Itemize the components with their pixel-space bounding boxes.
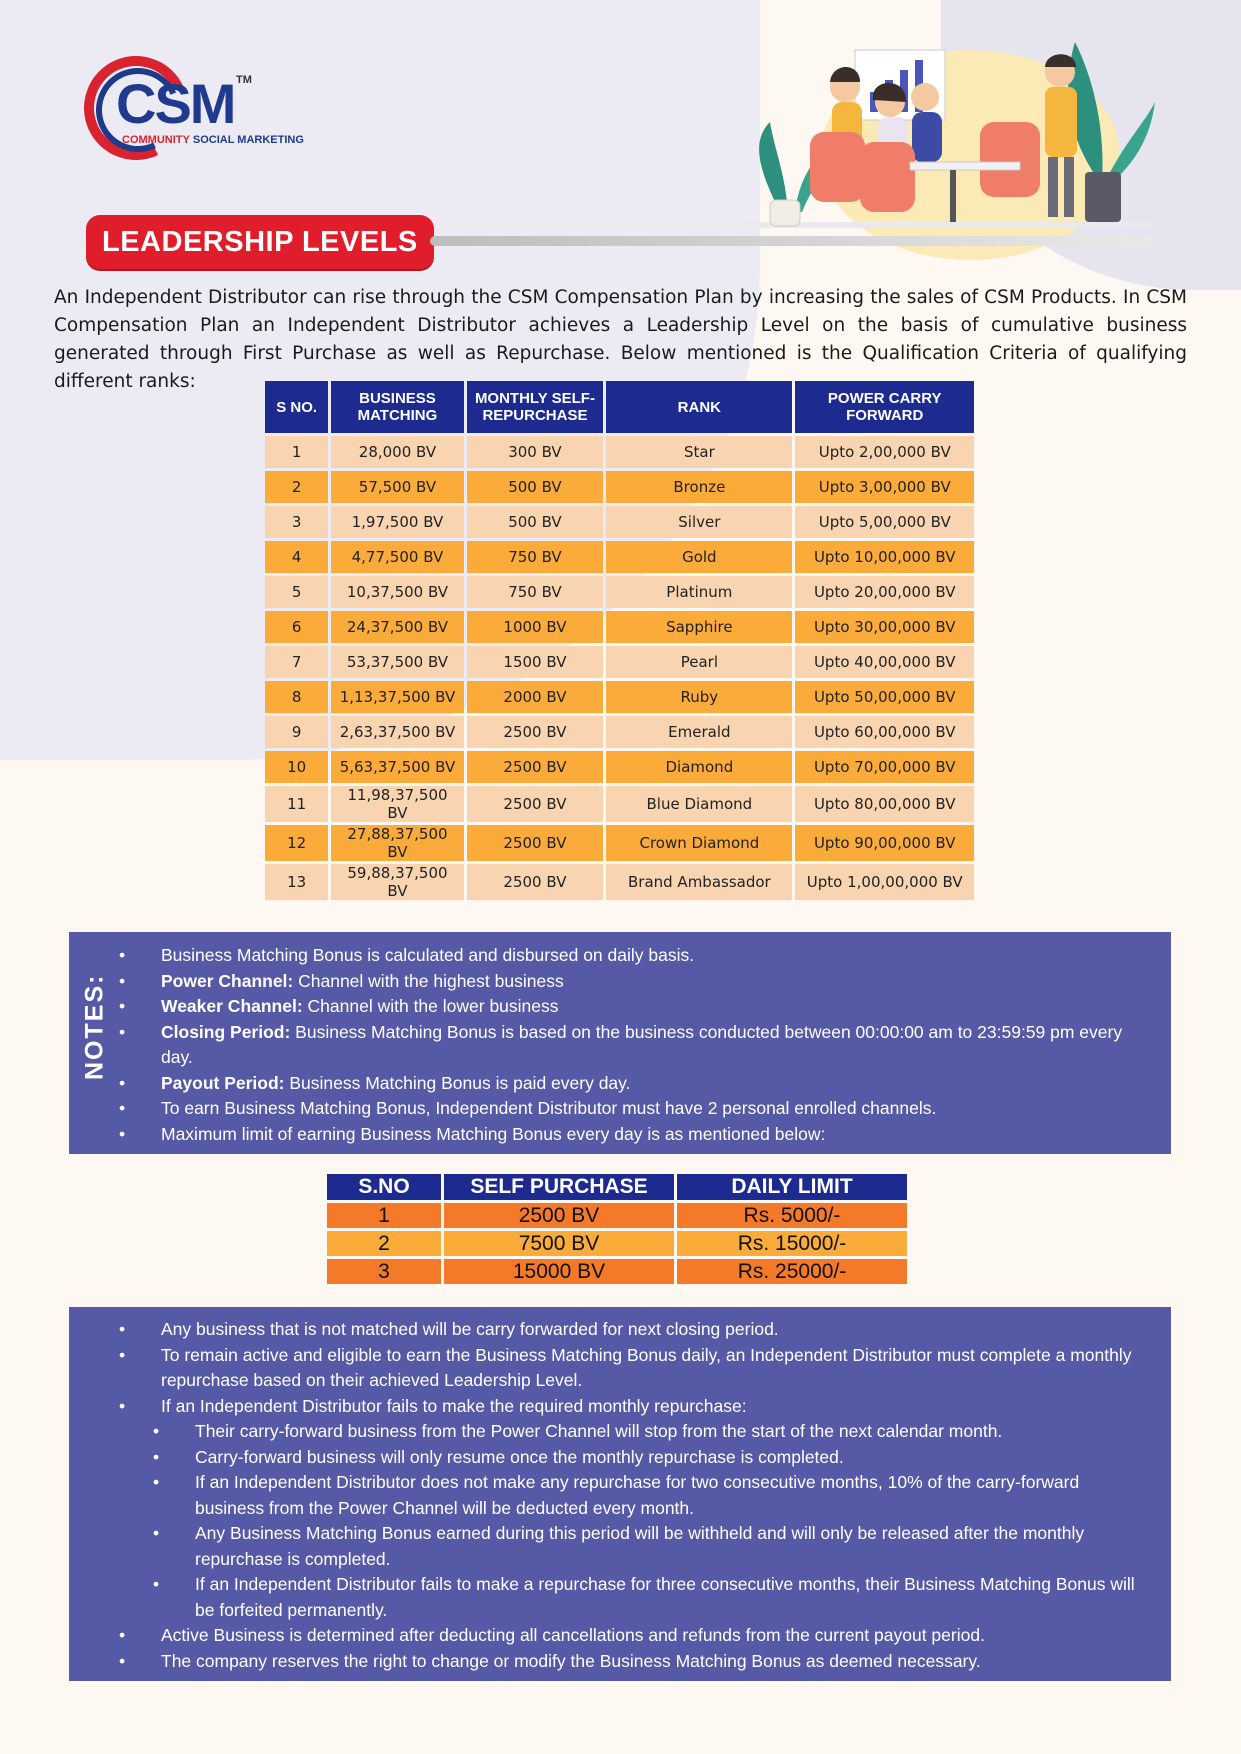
list-item bbox=[119, 1071, 1149, 1097]
cell-power-carry-forward: Upto 50,00,000 BV bbox=[795, 681, 974, 713]
daily-limit-table bbox=[324, 1171, 910, 1287]
cell-sno: 8 bbox=[265, 681, 328, 713]
note-text: Channel with the highest business bbox=[293, 970, 564, 991]
tagline-rest: SOCIAL MARKETING bbox=[189, 134, 304, 146]
cell-sno: 11 bbox=[265, 786, 328, 822]
cell-power-carry-forward: Upto 1,00,00,000 BV bbox=[795, 864, 974, 900]
table-row bbox=[265, 506, 974, 538]
table-row bbox=[265, 576, 974, 608]
limit-cell-sno: 1 bbox=[327, 1203, 441, 1228]
cell-monthly-repurchase: 2500 BV bbox=[467, 751, 604, 783]
list-item bbox=[119, 1020, 1149, 1071]
cell-monthly-repurchase: 2000 BV bbox=[467, 681, 604, 713]
cell-rank: Silver bbox=[606, 506, 792, 538]
list-item bbox=[119, 1122, 1149, 1148]
cell-business-matching: 57,500 BV bbox=[331, 471, 463, 503]
cell-monthly-repurchase: 300 BV bbox=[467, 436, 604, 468]
cell-power-carry-forward: Upto 2,00,000 BV bbox=[795, 436, 974, 468]
table-row bbox=[265, 864, 974, 900]
table-row bbox=[327, 1259, 907, 1284]
note-term: Weaker Channel: bbox=[161, 996, 303, 1016]
cell-sno: 10 bbox=[265, 751, 328, 783]
table-row bbox=[265, 646, 974, 678]
note-text: To earn Business Matching Bonus, Independent Distributor must have 2 personal enrolled channels. bbox=[161, 1098, 937, 1118]
notes-list bbox=[119, 943, 1149, 1147]
list-item bbox=[119, 1096, 1149, 1122]
header-business-matching: BUSINESS MATCHING bbox=[331, 381, 463, 433]
cell-rank: Bronze bbox=[606, 471, 792, 503]
cell-business-matching: 53,37,500 BV bbox=[331, 646, 463, 678]
cell-business-matching: 4,77,500 BV bbox=[331, 541, 463, 573]
cell-sno: 13 bbox=[265, 864, 328, 900]
cell-rank: Platinum bbox=[606, 576, 792, 608]
limit-cell-daily-limit: Rs. 25000/- bbox=[677, 1259, 907, 1284]
cell-rank: Star bbox=[606, 436, 792, 468]
ranks-table-body bbox=[265, 436, 974, 900]
cell-business-matching: 1,13,37,500 BV bbox=[331, 681, 463, 713]
intro-paragraph: An Independent Distributor can rise through the CSM Compensation Plan by increasing the sales of CSM Products. In CSM Compensation Plan an Independent Distributor achieves a Leadership Level on the basis of cumulative business generated through First Purchase as well as Repurchase. Below mentioned is the Qualification Criteria of qualifying different ranks: bbox=[54, 287, 1187, 392]
list-item bbox=[119, 994, 1149, 1020]
table-row bbox=[265, 611, 974, 643]
cell-rank: Emerald bbox=[606, 716, 792, 748]
limit-cell-sno: 2 bbox=[327, 1231, 441, 1256]
sub-list-item: • If an Independent Distributor does not make any repurchase for two consecutive months, 10% of the carry-forward business from the Power Channel will be deducted every month. bbox=[119, 1470, 1149, 1521]
table-row bbox=[265, 751, 974, 783]
notes-box bbox=[69, 932, 1171, 1154]
csm-logo bbox=[84, 54, 304, 172]
cell-business-matching: 1,97,500 BV bbox=[331, 506, 463, 538]
header-power-carry-forward: POWER CARRY FORWARD bbox=[795, 381, 974, 433]
list-item: • Active Business is determined after deducting all cancellations and refunds from the current payout period. bbox=[119, 1623, 1149, 1649]
table-row bbox=[265, 681, 974, 713]
list-item bbox=[119, 969, 1149, 995]
cell-rank: Pearl bbox=[606, 646, 792, 678]
header-sno: S NO. bbox=[265, 381, 328, 433]
note-text: Business Matching Bonus is calculated and disbursed on daily basis. bbox=[161, 945, 695, 965]
limit-header-sno: S.NO bbox=[327, 1174, 441, 1200]
sub-list-item: • If an Independent Distributor fails to make a repurchase for three consecutive months, their Business Matching Bonus will be forfeited permanently. bbox=[119, 1572, 1149, 1623]
cell-rank: Brand Ambassador bbox=[606, 864, 792, 900]
limit-header-self-purchase: SELF PURCHASE bbox=[444, 1174, 674, 1200]
table-row bbox=[265, 825, 974, 861]
table-row bbox=[327, 1231, 907, 1256]
note-term: Payout Period: bbox=[161, 1072, 285, 1093]
limit-cell-daily-limit: Rs. 5000/- bbox=[677, 1203, 907, 1228]
sub-list-item: • Any Business Matching Bonus earned during this period will be withheld and will only be released after the monthly repurchase is completed. bbox=[119, 1521, 1149, 1572]
cell-power-carry-forward: Upto 30,00,000 BV bbox=[795, 611, 974, 643]
table-header-row bbox=[265, 381, 974, 433]
sub-list-item: • Carry-forward business will only resume once the monthly repurchase is completed. bbox=[119, 1445, 1149, 1471]
cell-sno: 9 bbox=[265, 716, 328, 748]
limit-header-daily-limit: DAILY LIMIT bbox=[677, 1174, 907, 1200]
conditions-box bbox=[69, 1307, 1171, 1681]
limit-cell-self-purchase: 2500 BV bbox=[444, 1203, 674, 1228]
note-text: Business Matching Bonus is based on the business conducted between 00:00:00 am to 23:59:59 pm every day. bbox=[161, 1021, 1123, 1067]
note-text: Maximum limit of earning Business Matching Bonus every day is as mentioned below: bbox=[161, 1123, 826, 1144]
cell-monthly-repurchase: 2500 BV bbox=[467, 825, 604, 861]
notes-label: NOTES: bbox=[80, 973, 109, 1080]
cell-sno: 5 bbox=[265, 576, 328, 608]
cell-sno: 3 bbox=[265, 506, 328, 538]
list-item: • If an Independent Distributor fails to make the required monthly repurchase: bbox=[119, 1394, 1149, 1420]
cell-monthly-repurchase: 1000 BV bbox=[467, 611, 604, 643]
cell-monthly-repurchase: 2500 BV bbox=[467, 786, 604, 822]
cell-power-carry-forward: Upto 80,00,000 BV bbox=[795, 786, 974, 822]
cell-business-matching: 11,98,37,500 BV bbox=[331, 786, 463, 822]
header-rank: RANK bbox=[606, 381, 792, 433]
cell-monthly-repurchase: 750 BV bbox=[467, 576, 604, 608]
cell-sno: 1 bbox=[265, 436, 328, 468]
cell-rank: Gold bbox=[606, 541, 792, 573]
cell-sno: 12 bbox=[265, 825, 328, 861]
title-divider bbox=[430, 236, 1155, 246]
sub-list-item: • Their carry-forward business from the Power Channel will stop from the start of the next calendar month. bbox=[119, 1419, 1149, 1445]
cell-monthly-repurchase: 2500 BV bbox=[467, 716, 604, 748]
cell-business-matching: 27,88,37,500 BV bbox=[331, 825, 463, 861]
table-row bbox=[265, 471, 974, 503]
trademark-symbol: TM bbox=[236, 74, 252, 86]
cell-business-matching: 24,37,500 BV bbox=[331, 611, 463, 643]
note-text: Business Matching Bonus is paid every day. bbox=[284, 1072, 631, 1093]
cell-power-carry-forward: Upto 3,00,000 BV bbox=[795, 471, 974, 503]
cell-rank: Diamond bbox=[606, 751, 792, 783]
cell-sno: 4 bbox=[265, 541, 328, 573]
cell-rank: Ruby bbox=[606, 681, 792, 713]
section-title: LEADERSHIP LEVELS bbox=[86, 215, 434, 269]
limit-cell-sno: 3 bbox=[327, 1259, 441, 1284]
cell-power-carry-forward: Upto 5,00,000 BV bbox=[795, 506, 974, 538]
table-row bbox=[265, 436, 974, 468]
cell-business-matching: 2,63,37,500 BV bbox=[331, 716, 463, 748]
limit-header-row bbox=[327, 1174, 907, 1200]
limit-cell-self-purchase: 7500 BV bbox=[444, 1231, 674, 1256]
list-item: • The company reserves the right to change or modify the Business Matching Bonus as deemed necessary. bbox=[119, 1649, 1149, 1675]
cell-power-carry-forward: Upto 20,00,000 BV bbox=[795, 576, 974, 608]
cell-power-carry-forward: Upto 60,00,000 BV bbox=[795, 716, 974, 748]
cell-business-matching: 5,63,37,500 BV bbox=[331, 751, 463, 783]
cell-business-matching: 59,88,37,500 BV bbox=[331, 864, 463, 900]
table-row bbox=[265, 716, 974, 748]
cell-rank: Sapphire bbox=[606, 611, 792, 643]
leadership-ranks-table bbox=[262, 378, 977, 903]
list-item: • To remain active and eligible to earn the Business Matching Bonus daily, an Independent Distributor must complete a monthly repurchase based on their achieved Leadership Level. bbox=[119, 1343, 1149, 1394]
cell-sno: 6 bbox=[265, 611, 328, 643]
table-row bbox=[327, 1203, 907, 1228]
logo-wordmark: CSM bbox=[116, 72, 235, 135]
conditions-list bbox=[119, 1317, 1149, 1674]
note-term: Closing Period: bbox=[161, 1021, 291, 1042]
cell-rank: Crown Diamond bbox=[606, 825, 792, 861]
note-text: Channel with the lower business bbox=[302, 996, 559, 1016]
cell-monthly-repurchase: 500 BV bbox=[467, 506, 604, 538]
cell-power-carry-forward: Upto 10,00,000 BV bbox=[795, 541, 974, 573]
table-row bbox=[265, 541, 974, 573]
cell-sno: 2 bbox=[265, 471, 328, 503]
cell-monthly-repurchase: 2500 BV bbox=[467, 864, 604, 900]
tagline-community: COMMUNITY bbox=[122, 134, 190, 146]
cell-power-carry-forward: Upto 40,00,000 BV bbox=[795, 646, 974, 678]
note-term: Power Channel: bbox=[161, 970, 294, 991]
cell-business-matching: 10,37,500 BV bbox=[331, 576, 463, 608]
cell-monthly-repurchase: 1500 BV bbox=[467, 646, 604, 678]
limit-cell-self-purchase: 15000 BV bbox=[444, 1259, 674, 1284]
table-row bbox=[265, 786, 974, 822]
cell-power-carry-forward: Upto 90,00,000 BV bbox=[795, 825, 974, 861]
cell-sno: 7 bbox=[265, 646, 328, 678]
cell-rank: Blue Diamond bbox=[606, 786, 792, 822]
cell-power-carry-forward: Upto 70,00,000 BV bbox=[795, 751, 974, 783]
list-item: • Any business that is not matched will be carry forwarded for next closing period. bbox=[119, 1317, 1149, 1343]
logo-tagline bbox=[122, 134, 304, 146]
cell-monthly-repurchase: 500 BV bbox=[467, 471, 604, 503]
header-monthly-self-repurchase: MONTHLY SELF-REPURCHASE bbox=[467, 381, 604, 433]
cell-business-matching: 28,000 BV bbox=[331, 436, 463, 468]
limit-table-body bbox=[327, 1203, 907, 1284]
limit-cell-daily-limit: Rs. 15000/- bbox=[677, 1231, 907, 1256]
list-item bbox=[119, 943, 1149, 969]
team-meeting-illustration bbox=[740, 22, 1160, 237]
cell-monthly-repurchase: 750 BV bbox=[467, 541, 604, 573]
